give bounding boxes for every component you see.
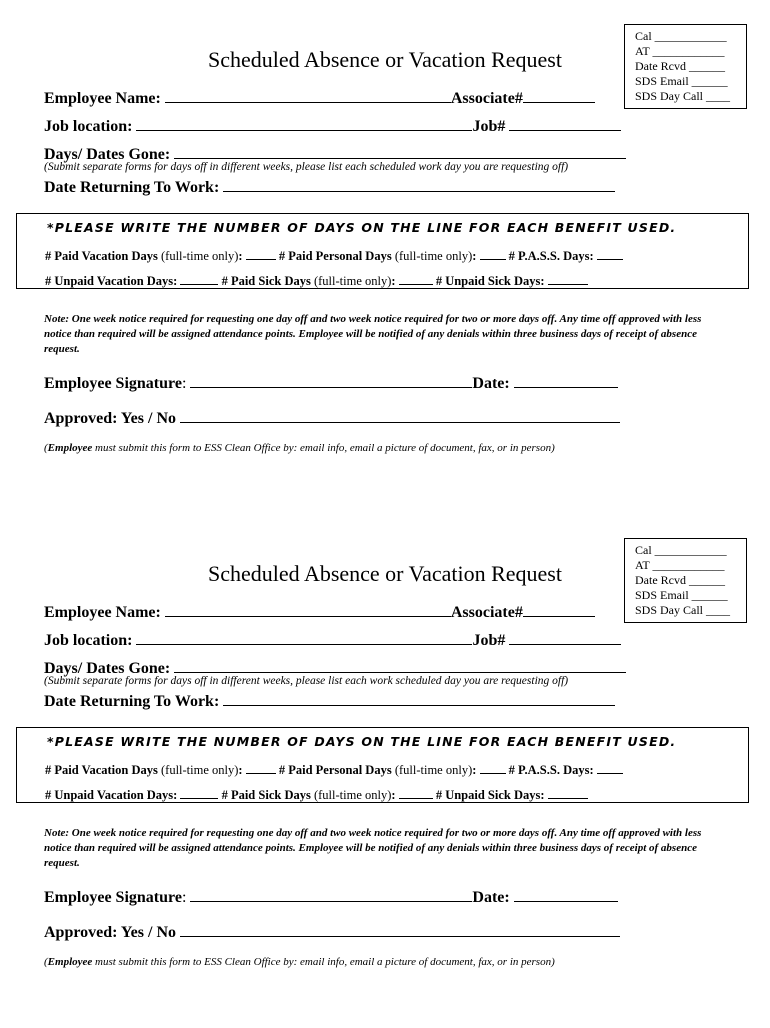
- approved-label: Approved: Yes / No: [44, 410, 177, 427]
- associate-field[interactable]: [523, 602, 595, 617]
- paid-personal-field[interactable]: [480, 245, 506, 260]
- approved-row: [44, 922, 620, 942]
- date-label: Date:: [472, 889, 510, 906]
- fulltime-only-1: (full-time only): [161, 763, 239, 777]
- associate-label: Associate#: [450, 604, 523, 621]
- office-sds-email: SDS Email ______: [635, 588, 728, 602]
- submit-employee: Employee: [47, 956, 93, 968]
- unpaid-sick-field[interactable]: [548, 784, 588, 799]
- benefit-row-1: # Paid Vacation Days (full-time only): # Paid Personal Days (full-time only): # P.A.S.S. Days:: [45, 245, 623, 264]
- office-date-rcvd: Date Rcvd ______: [635, 573, 725, 587]
- benefit-row-1: # Paid Vacation Days (full-time only): # Paid Personal Days (full-time only): # P.A.S.S. Days:: [45, 759, 623, 778]
- date-label: Date:: [472, 375, 510, 392]
- submit-employee: Employee: [47, 442, 93, 454]
- submit-rest: must submit this form to ESS Clean Office by: email info, email a picture of document, fax, or in person): [92, 956, 555, 968]
- signature-row: Employee Signature: Date:: [44, 373, 618, 393]
- job-field[interactable]: [509, 116, 621, 131]
- notice-note: Note: One week notice required for requesting one day off and two week notice required for two or more days off. Any time off approved with less notice than required will be assigned attendance points. Employee will be notified of any denials within three business days of receipt of absence request.: [44, 313, 702, 355]
- office-sds-email: SDS Email ______: [635, 74, 728, 88]
- office-cal: Cal ____________: [635, 543, 727, 557]
- date-returning-label: Date Returning To Work:: [44, 693, 220, 710]
- unpaid-sick-label: # Unpaid Sick Days:: [435, 788, 545, 802]
- pass-label: # P.A.S.S. Days:: [508, 763, 594, 777]
- form-title: Scheduled Absence or Vacation Request: [208, 561, 562, 586]
- office-sds-day-call: SDS Day Call ____: [635, 603, 731, 617]
- paid-personal-label: # Paid Personal Days: [278, 763, 392, 777]
- fulltime-only-2: (full-time only): [394, 763, 473, 777]
- date-returning-field[interactable]: [223, 691, 615, 706]
- associate-field[interactable]: [523, 88, 595, 103]
- submit-rest: must submit this form to ESS Clean Office by: email info, email a picture of document, fax, or in person): [92, 442, 555, 454]
- paid-vacation-field[interactable]: [246, 245, 276, 260]
- submit-instructions: (Employee must submit this form to ESS Clean Office by: email info, email a picture of document, fax, or in person): [44, 956, 555, 968]
- job-location-label: Job location:: [44, 632, 133, 649]
- paid-sick-label: # Paid Sick Days: [221, 788, 311, 802]
- unpaid-sick-label: # Unpaid Sick Days:: [435, 274, 545, 288]
- employee-name-row: [44, 88, 595, 108]
- job-label: Job#: [472, 118, 506, 135]
- paid-vacation-label: # Paid Vacation Days: [45, 249, 158, 263]
- benefit-row-2: # Unpaid Vacation Days: # Paid Sick Days (full-time only): # Unpaid Sick Days:: [45, 270, 588, 289]
- pass-label: # P.A.S.S. Days:: [508, 249, 594, 263]
- unpaid-sick-field[interactable]: [548, 270, 588, 285]
- days-gone-label: Days/ Dates Gone:: [44, 146, 171, 163]
- benefit-heading: *PLEASE WRITE THE NUMBER OF DAYS ON THE LINE FOR EACH BENEFIT USED.: [47, 220, 677, 235]
- paid-sick-field[interactable]: [399, 784, 433, 799]
- approved-row: [44, 408, 620, 428]
- paid-vacation-field[interactable]: [246, 759, 276, 774]
- paid-sick-field[interactable]: [399, 270, 433, 285]
- employee-signature-label: Employee Signature: [44, 889, 182, 906]
- separate-forms-note: (Submit separate forms for days off in different weeks, please list each work scheduled day you are requesting off): [44, 675, 569, 687]
- employee-signature-field[interactable]: [190, 373, 472, 388]
- job-location-row: [44, 630, 621, 650]
- approved-field[interactable]: [180, 922, 620, 937]
- office-sds-day-call: SDS Day Call ____: [635, 89, 731, 103]
- benefit-box: [16, 727, 749, 803]
- fulltime-only-1: (full-time only): [161, 249, 239, 263]
- job-field[interactable]: [509, 630, 621, 645]
- job-location-field[interactable]: [136, 116, 472, 131]
- unpaid-vacation-field[interactable]: [180, 270, 218, 285]
- days-gone-label: Days/ Dates Gone:: [44, 660, 171, 677]
- date-returning-label: Date Returning To Work:: [44, 179, 220, 196]
- job-location-row: [44, 116, 621, 136]
- employee-name-label: Employee Name:: [44, 604, 161, 621]
- days-gone-field[interactable]: [174, 144, 626, 159]
- office-cal: Cal ____________: [635, 29, 727, 43]
- unpaid-vacation-label: # Unpaid Vacation Days:: [45, 274, 178, 288]
- date-returning-field[interactable]: [223, 177, 615, 192]
- date-returning-row: [44, 177, 615, 197]
- associate-label: Associate#: [450, 90, 523, 107]
- paid-sick-label: # Paid Sick Days: [221, 274, 311, 288]
- office-at: AT ____________: [635, 558, 725, 572]
- employee-signature-field[interactable]: [190, 887, 472, 902]
- office-at: AT ____________: [635, 44, 725, 58]
- employee-name-field[interactable]: [165, 88, 451, 103]
- benefit-row-2: # Unpaid Vacation Days: # Paid Sick Days (full-time only): # Unpaid Sick Days:: [45, 784, 588, 803]
- date-field[interactable]: [514, 373, 618, 388]
- employee-name-field[interactable]: [165, 602, 451, 617]
- approved-label: Approved: Yes / No: [44, 924, 177, 941]
- separate-forms-note: (Submit separate forms for days off in different weeks, please list each scheduled work day you are requesting off): [44, 161, 569, 173]
- paid-personal-field[interactable]: [480, 759, 506, 774]
- benefit-heading: *PLEASE WRITE THE NUMBER OF DAYS ON THE LINE FOR EACH BENEFIT USED.: [47, 734, 677, 749]
- fulltime-only-2: (full-time only): [394, 249, 473, 263]
- submit-instructions: (Employee must submit this form to ESS Clean Office by: email info, email a picture of document, fax, or in person): [44, 442, 555, 454]
- form-title: Scheduled Absence or Vacation Request: [208, 47, 562, 72]
- request-form-bottom: [0, 514, 770, 1028]
- unpaid-vacation-label: # Unpaid Vacation Days:: [45, 788, 178, 802]
- date-field[interactable]: [514, 887, 618, 902]
- job-label: Job#: [472, 632, 506, 649]
- job-location-field[interactable]: [136, 630, 472, 645]
- pass-field[interactable]: [597, 759, 623, 774]
- office-date-rcvd: Date Rcvd ______: [635, 59, 725, 73]
- approved-field[interactable]: [180, 408, 620, 423]
- unpaid-vacation-field[interactable]: [180, 784, 218, 799]
- notice-note: Note: One week notice required for requesting one day off and two week notice required for two or more days off. Any time off approved with less notice than required will be assigned attendance points. Employee will be notified of any denials within three business days of receipt of absence request.: [44, 827, 702, 869]
- paid-vacation-label: # Paid Vacation Days: [45, 763, 158, 777]
- fulltime-only-3: (full-time only): [313, 788, 392, 802]
- date-returning-row: [44, 691, 615, 711]
- days-gone-field[interactable]: [174, 658, 626, 673]
- benefit-box: [16, 213, 749, 289]
- employee-name-row: [44, 602, 595, 622]
- signature-row: Employee Signature: Date:: [44, 887, 618, 907]
- job-location-label: Job location:: [44, 118, 133, 135]
- employee-signature-label: Employee Signature: [44, 375, 182, 392]
- fulltime-only-3: (full-time only): [313, 274, 392, 288]
- pass-field[interactable]: [597, 245, 623, 260]
- paid-personal-label: # Paid Personal Days: [278, 249, 392, 263]
- employee-name-label: Employee Name:: [44, 90, 161, 107]
